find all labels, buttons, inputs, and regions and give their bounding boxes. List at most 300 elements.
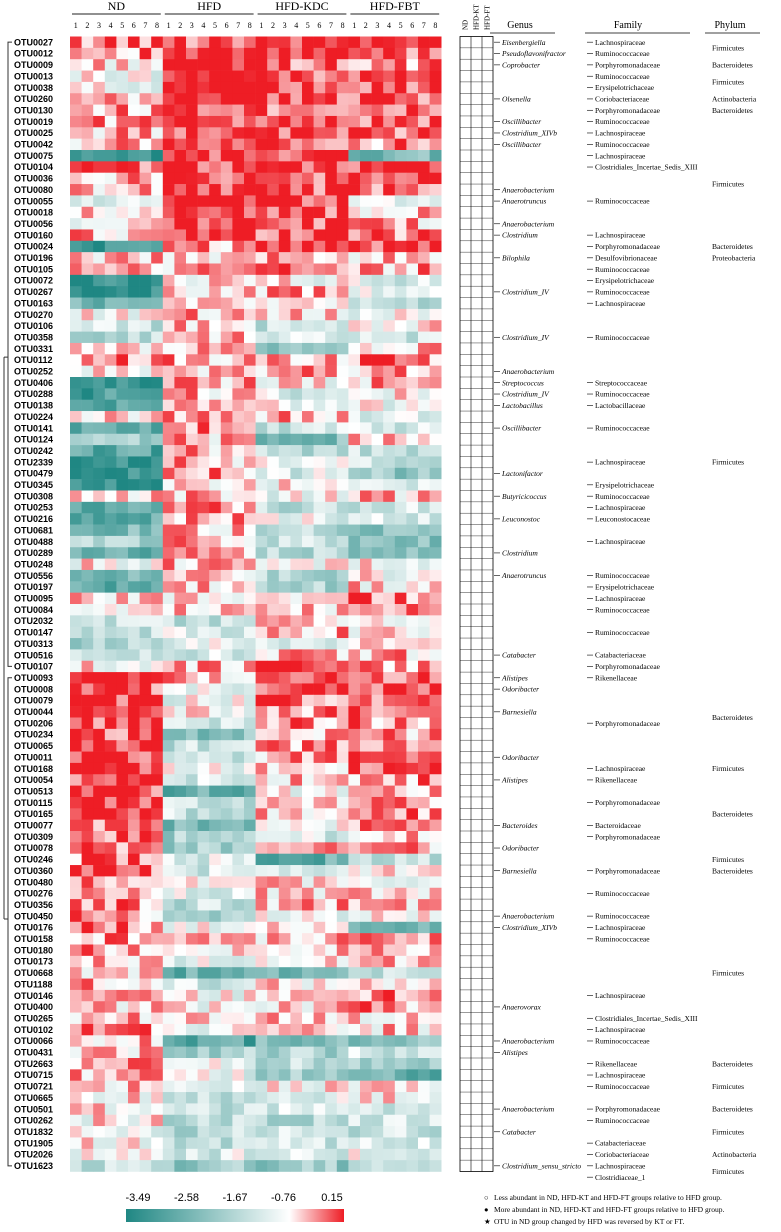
heatmap-cell	[105, 990, 117, 1002]
heatmap-cell	[314, 1035, 326, 1047]
heatmap-cell	[116, 842, 128, 854]
heatmap-cell	[372, 173, 384, 185]
heatmap-cell	[406, 774, 418, 786]
heatmap-cell	[337, 422, 349, 434]
heatmap-cell	[174, 400, 186, 412]
heatmap-cell	[244, 513, 256, 525]
heatmap-cell	[70, 309, 82, 321]
heatmap-cell	[105, 434, 117, 446]
heatmap-cell	[348, 672, 360, 684]
heatmap-cell	[186, 649, 198, 661]
heatmap-cell	[360, 309, 372, 321]
heatmap-cell	[337, 740, 349, 752]
heatmap-cell	[348, 990, 360, 1002]
heatmap-cell	[163, 525, 175, 537]
heatmap-cell	[70, 842, 82, 854]
heatmap-cell	[232, 945, 244, 957]
heatmap-cell	[325, 752, 337, 764]
heatmap-cell	[198, 536, 210, 548]
heatmap-cell	[186, 1126, 198, 1138]
heatmap-cell	[395, 1035, 407, 1047]
heatmap-cell	[290, 468, 302, 480]
heatmap-cell	[93, 275, 105, 287]
heatmap-cell	[418, 1069, 430, 1081]
heatmap-cell	[279, 411, 291, 423]
heatmap-cell	[70, 1160, 82, 1172]
heatmap-cell	[128, 139, 140, 151]
heatmap-cell	[314, 627, 326, 639]
heatmap-cell	[372, 513, 384, 525]
heatmap-cell	[82, 37, 94, 49]
heatmap-cell	[209, 332, 221, 344]
heatmap-cell	[128, 945, 140, 957]
otu-label: OTU0480	[14, 877, 54, 888]
heatmap-cell	[256, 842, 268, 854]
heatmap-cell	[372, 1149, 384, 1161]
heatmap-cell	[406, 161, 418, 173]
heatmap-cell	[325, 252, 337, 264]
heatmap-cell	[360, 264, 372, 276]
heatmap-cell	[302, 354, 314, 366]
heatmap-cell	[82, 808, 94, 820]
heatmap-cell	[163, 445, 175, 457]
heatmap-cell	[430, 343, 442, 355]
heatmap-cell	[302, 309, 314, 321]
heatmap-cell	[82, 831, 94, 843]
heatmap-cell	[232, 264, 244, 276]
heatmap-cell	[174, 388, 186, 400]
heatmap-cell	[360, 252, 372, 264]
heatmap-cell	[140, 922, 152, 934]
heatmap-cell	[395, 354, 407, 366]
lane-number: 1	[352, 21, 357, 30]
heatmap-cell	[70, 581, 82, 593]
heatmap-cell	[256, 672, 268, 684]
heatmap-cell	[128, 979, 140, 991]
heatmap-cell	[290, 865, 302, 877]
heatmap-cell	[186, 661, 198, 673]
heatmap-cell	[314, 1001, 326, 1013]
heatmap-cell	[163, 1160, 175, 1172]
heatmap-cell	[163, 831, 175, 843]
heatmap-cell	[232, 638, 244, 650]
heatmap-cell	[244, 298, 256, 310]
heatmap-cell	[244, 638, 256, 650]
heatmap-cell	[82, 343, 94, 355]
heatmap-cell	[151, 275, 163, 287]
heatmap-cell	[232, 922, 244, 934]
heatmap-cell	[395, 740, 407, 752]
heatmap-cell	[140, 513, 152, 525]
heatmap-cell	[221, 1047, 233, 1059]
heatmap-cell	[70, 854, 82, 866]
heatmap-cell	[395, 763, 407, 775]
heatmap-cell	[221, 683, 233, 695]
heatmap-cell	[82, 1137, 94, 1149]
heatmap-cell	[372, 207, 384, 219]
heatmap-cell	[302, 207, 314, 219]
family-label: Porphyromonadaceae	[595, 718, 660, 728]
heatmap-cell	[418, 559, 430, 571]
family-label: Porphyromonadaceae	[595, 1104, 660, 1114]
heatmap-cell	[256, 400, 268, 412]
heatmap-cell	[279, 1149, 291, 1161]
heatmap-cell	[360, 422, 372, 434]
heatmap-cell	[198, 661, 210, 673]
heatmap-cell	[186, 320, 198, 332]
heatmap-cell	[198, 59, 210, 71]
heatmap-cell	[221, 956, 233, 968]
heatmap-cell	[140, 139, 152, 151]
heatmap-cell	[93, 229, 105, 241]
heatmap-cell	[163, 1035, 175, 1047]
heatmap-cell	[302, 638, 314, 650]
heatmap-cell	[221, 411, 233, 423]
heatmap-cell	[186, 763, 198, 775]
heatmap-cell	[186, 808, 198, 820]
heatmap-cell	[221, 366, 233, 378]
heatmap-cell	[70, 286, 82, 298]
heatmap-cell	[232, 241, 244, 253]
heatmap-cell	[244, 93, 256, 105]
heatmap-cell	[267, 264, 279, 276]
heatmap-cell	[105, 1092, 117, 1104]
heatmap-cell	[267, 434, 279, 446]
heatmap-cell	[140, 1001, 152, 1013]
heatmap-cell	[209, 264, 221, 276]
heatmap-cell	[232, 1058, 244, 1070]
heatmap-cell	[116, 456, 128, 468]
heatmap-cell	[209, 661, 221, 673]
heatmap-cell	[360, 59, 372, 71]
heatmap-cell	[198, 956, 210, 968]
heatmap-cell	[430, 786, 442, 798]
heatmap-cell	[82, 1024, 94, 1036]
heatmap-cell	[151, 945, 163, 957]
heatmap-cell	[302, 48, 314, 60]
heatmap-cell	[163, 1103, 175, 1115]
heatmap-cell	[348, 229, 360, 241]
heatmap-cell	[93, 525, 105, 537]
otu-label: OTU0080	[14, 184, 54, 195]
heatmap-cell	[93, 1092, 105, 1104]
heatmap-cell	[430, 59, 442, 71]
heatmap-cell	[406, 343, 418, 355]
heatmap-cell	[186, 604, 198, 616]
heatmap-cell	[209, 275, 221, 287]
heatmap-cell	[267, 173, 279, 185]
heatmap-cell	[406, 570, 418, 582]
heatmap-cell	[232, 1126, 244, 1138]
heatmap-cell	[232, 161, 244, 173]
heatmap-cell	[290, 627, 302, 639]
heatmap-cell	[186, 1058, 198, 1070]
heatmap-cell	[128, 59, 140, 71]
heatmap-cell	[372, 797, 384, 809]
lane-number: 8	[247, 21, 252, 30]
heatmap-cell	[337, 218, 349, 230]
heatmap-cell	[116, 933, 128, 945]
heatmap-cell	[70, 740, 82, 752]
heatmap-cell	[105, 945, 117, 957]
heatmap-cell	[209, 649, 221, 661]
heatmap-cell	[348, 593, 360, 605]
heatmap-cell	[93, 706, 105, 718]
legend-symbol: ★	[484, 1217, 491, 1226]
heatmap-cell	[395, 241, 407, 253]
heatmap-cell	[418, 831, 430, 843]
heatmap-cell	[140, 479, 152, 491]
heatmap-cell	[279, 729, 291, 741]
heatmap-cell	[93, 672, 105, 684]
heatmap-cell	[70, 888, 82, 900]
heatmap-cell	[116, 366, 128, 378]
heatmap-cell	[93, 116, 105, 128]
heatmap-cell	[116, 718, 128, 730]
heatmap-cell	[70, 1115, 82, 1127]
heatmap-cell	[93, 354, 105, 366]
family-label: Ruminococcaceae	[595, 389, 650, 399]
otu-label: OTU0206	[14, 718, 54, 729]
heatmap-cell	[198, 808, 210, 820]
heatmap-cell	[337, 547, 349, 559]
heatmap-cell	[105, 752, 117, 764]
heatmap-cell	[209, 615, 221, 627]
heatmap-cell	[256, 604, 268, 616]
heatmap-cell	[290, 377, 302, 389]
heatmap-cell	[174, 604, 186, 616]
otu-label: OTU0358	[14, 332, 54, 343]
heatmap-cell	[128, 831, 140, 843]
heatmap-cell	[140, 1035, 152, 1047]
heatmap-cell	[198, 411, 210, 423]
heatmap-cell	[418, 127, 430, 139]
heatmap-cell	[209, 763, 221, 775]
heatmap-cell	[267, 286, 279, 298]
heatmap-cell	[232, 229, 244, 241]
heatmap-cell	[221, 513, 233, 525]
heatmap-cell	[290, 525, 302, 537]
heatmap-cell	[93, 343, 105, 355]
heatmap-cell	[314, 71, 326, 83]
heatmap-cell	[418, 422, 430, 434]
heatmap-cell	[337, 332, 349, 344]
heatmap-cell	[314, 774, 326, 786]
heatmap-cell	[267, 638, 279, 650]
heatmap-cell	[406, 1035, 418, 1047]
heatmap-cell	[430, 275, 442, 287]
otu-label: OTU0262	[14, 1115, 54, 1126]
heatmap-cell	[140, 649, 152, 661]
heatmap-cell	[116, 1058, 128, 1070]
heatmap-cell	[128, 525, 140, 537]
heatmap-cell	[244, 967, 256, 979]
heatmap-cell	[163, 740, 175, 752]
genus-label: Catabacter	[502, 1127, 536, 1137]
heatmap-cell	[314, 922, 326, 934]
heatmap-cell	[82, 752, 94, 764]
heatmap-cell	[221, 933, 233, 945]
heatmap-cell	[430, 491, 442, 503]
heatmap-cell	[174, 820, 186, 832]
heatmap-cell	[348, 854, 360, 866]
heatmap-cell	[302, 1024, 314, 1036]
heatmap-cell	[302, 343, 314, 355]
heatmap-cell	[325, 275, 337, 287]
otu-label: OTU0079	[14, 695, 54, 706]
otu-label: OTU0019	[14, 116, 54, 127]
heatmap-cell	[116, 491, 128, 503]
genus-label: Anaerobacterium	[502, 1036, 555, 1046]
genus-label: Oscillibacter	[502, 139, 542, 149]
heatmap-cell	[186, 161, 198, 173]
heatmap-cell	[256, 411, 268, 423]
heatmap-cell	[290, 1001, 302, 1013]
heatmap-cell	[348, 456, 360, 468]
heatmap-cell	[348, 695, 360, 707]
heatmap-cell	[93, 956, 105, 968]
heatmap-cell	[82, 229, 94, 241]
heatmap-cell	[128, 116, 140, 128]
heatmap-cell	[105, 343, 117, 355]
heatmap-cell	[406, 876, 418, 888]
heatmap-cell	[360, 377, 372, 389]
heatmap-cell	[360, 1126, 372, 1138]
heatmap-cell	[163, 275, 175, 287]
heatmap-cell	[174, 491, 186, 503]
heatmap-cell	[372, 740, 384, 752]
heatmap-cell	[360, 922, 372, 934]
otu-label: OTU0036	[14, 173, 54, 184]
heatmap-cell	[267, 343, 279, 355]
heatmap-cell	[267, 332, 279, 344]
heatmap-cell	[105, 264, 117, 276]
heatmap-cell	[279, 400, 291, 412]
otu-label: OTU0011	[14, 752, 53, 763]
heatmap-cell	[174, 207, 186, 219]
heatmap-cell	[418, 1115, 430, 1127]
heatmap-cell	[337, 127, 349, 139]
heatmap-cell	[314, 967, 326, 979]
heatmap-cell	[383, 1160, 395, 1172]
heatmap-cell	[244, 320, 256, 332]
heatmap-cell	[418, 229, 430, 241]
heatmap-cell	[82, 672, 94, 684]
heatmap-cell	[372, 48, 384, 60]
heatmap-cell	[70, 48, 82, 60]
heatmap-cell	[140, 593, 152, 605]
heatmap-cell	[221, 127, 233, 139]
heatmap-cell	[163, 1137, 175, 1149]
heatmap-cell	[116, 502, 128, 514]
heatmap-cell	[337, 638, 349, 650]
heatmap-cell	[82, 842, 94, 854]
heatmap-cell	[256, 286, 268, 298]
heatmap-cell	[93, 899, 105, 911]
heatmap-cell	[116, 672, 128, 684]
heatmap-cell	[151, 377, 163, 389]
heatmap-cell	[372, 570, 384, 582]
heatmap-cell	[151, 842, 163, 854]
heatmap-cell	[186, 718, 198, 730]
heatmap-cell	[256, 1058, 268, 1070]
heatmap-cell	[348, 945, 360, 957]
heatmap-cell	[209, 1137, 221, 1149]
heatmap-cell	[221, 945, 233, 957]
heatmap-cell	[116, 343, 128, 355]
heatmap-cell	[232, 808, 244, 820]
heatmap-cell	[163, 502, 175, 514]
heatmap-cell	[198, 581, 210, 593]
heatmap-cell	[383, 184, 395, 196]
heatmap-cell	[418, 729, 430, 741]
heatmap-cell	[267, 354, 279, 366]
heatmap-cell	[372, 1103, 384, 1115]
heatmap-cell	[128, 161, 140, 173]
heatmap-cell	[290, 831, 302, 843]
heatmap-cell	[116, 831, 128, 843]
heatmap-cell	[279, 967, 291, 979]
heatmap-cell	[151, 672, 163, 684]
heatmap-cell	[279, 1103, 291, 1115]
heatmap-cell	[93, 456, 105, 468]
otu-label: OTU0431	[14, 1047, 54, 1058]
heatmap-cell	[174, 105, 186, 117]
heatmap-cell	[82, 48, 94, 60]
heatmap-cell	[314, 388, 326, 400]
heatmap-cell	[267, 195, 279, 207]
heatmap-cell	[82, 139, 94, 151]
heatmap-cell	[290, 661, 302, 673]
heatmap-cell	[105, 400, 117, 412]
heatmap-cell	[256, 275, 268, 287]
heatmap-cell	[290, 116, 302, 128]
otu-label: OTU0309	[14, 831, 54, 842]
heatmap-cell	[290, 184, 302, 196]
heatmap-cell	[70, 638, 82, 650]
heatmap-cell	[418, 979, 430, 991]
heatmap-cell	[360, 1160, 372, 1172]
heatmap-cell	[163, 979, 175, 991]
heatmap-cell	[163, 320, 175, 332]
heatmap-cell	[198, 286, 210, 298]
heatmap-cell	[267, 661, 279, 673]
heatmap-cell	[244, 491, 256, 503]
heatmap-cell	[302, 661, 314, 673]
heatmap-cell	[325, 604, 337, 616]
heatmap-cell	[325, 627, 337, 639]
heatmap-cell	[186, 1092, 198, 1104]
heatmap-cell	[314, 286, 326, 298]
heatmap-cell	[372, 1001, 384, 1013]
heatmap-cell	[383, 706, 395, 718]
heatmap-cell	[383, 275, 395, 287]
heatmap-cell	[116, 593, 128, 605]
heatmap-cell	[70, 774, 82, 786]
heatmap-cell	[430, 366, 442, 378]
heatmap-cell	[256, 127, 268, 139]
heatmap-cell	[151, 400, 163, 412]
heatmap-cell	[186, 876, 198, 888]
heatmap-cell	[221, 604, 233, 616]
heatmap-cell	[82, 945, 94, 957]
genus-label: Anaerobacterium	[502, 911, 555, 921]
heatmap-cell	[209, 581, 221, 593]
heatmap-cell	[314, 1103, 326, 1115]
heatmap-cell	[290, 718, 302, 730]
heatmap-cell	[348, 536, 360, 548]
heatmap-cell	[325, 1103, 337, 1115]
